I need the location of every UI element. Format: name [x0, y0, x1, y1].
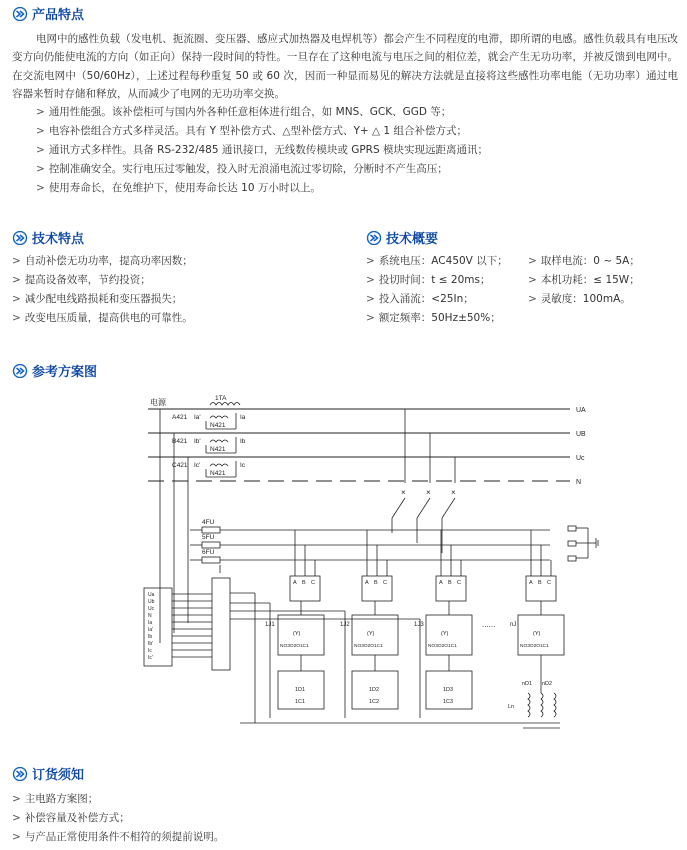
svg-text:B421: B421 — [172, 438, 188, 445]
svg-text:1J3: 1J3 — [414, 622, 424, 628]
bus-ub-label: UB — [576, 431, 586, 438]
list-item: > 与产品正常使用条件不相符的须提前说明。 — [12, 831, 225, 843]
double-chevron-icon — [12, 231, 28, 245]
svg-text:×: × — [401, 488, 406, 497]
svg-text:nJ: nJ — [510, 622, 517, 628]
svg-text:Ia': Ia' — [194, 414, 201, 421]
svg-text:1J1: 1J1 — [265, 622, 275, 628]
list-item: > 投入涌流：<25In； — [366, 293, 474, 305]
svg-text:C421: C421 — [172, 462, 188, 469]
svg-text:Ic: Ic — [240, 462, 246, 469]
svg-text:Ib': Ib' — [148, 641, 154, 647]
tech-features-list — [12, 252, 193, 328]
order-notes-list — [12, 790, 224, 847]
list-item: > 取样电流：0 ~ 5A； — [528, 255, 640, 267]
list-item: > 减少配电线路损耗和变压器损失； — [12, 293, 183, 305]
svg-text:NO3O2O1C1: NO3O2O1C1 — [428, 644, 457, 649]
svg-text:Ic: Ic — [148, 648, 152, 654]
bus-ua-label: UA — [576, 407, 586, 414]
list-item: > 灵敏度：100mA。 — [528, 293, 631, 305]
svg-text:1C3: 1C3 — [443, 699, 454, 705]
list-item: > 补偿容量及补偿方式； — [12, 812, 130, 824]
bus-uc-label: Uc — [576, 455, 585, 462]
section-title: 订货须知 — [32, 768, 85, 783]
branch-3 — [414, 530, 472, 709]
svg-text:×: × — [451, 488, 456, 497]
list-item: > 使用寿命长，在免维护下，使用寿命长达 10 万小时以上。 — [36, 182, 321, 194]
list-item: > 电容补偿组合方式多样灵活。具有 Y 型补偿方式、△型补偿方式、Y+ △ 1 组合补偿方式； — [36, 125, 467, 137]
fuses — [160, 409, 550, 643]
phase-a — [172, 413, 246, 429]
svg-text:Ia': Ia' — [148, 627, 154, 633]
svg-text:A: A — [529, 580, 533, 586]
svg-text:4FU: 4FU — [202, 519, 215, 526]
svg-text:Ic': Ic' — [148, 655, 153, 661]
list-item: > 通用性能强。该补偿柜可与国内外各种任意柜体进行组合，如 MNS、GCK、GGD 等； — [36, 106, 452, 118]
svg-text:N421: N421 — [210, 470, 226, 477]
list-item: > 投切时间：t ≤ 20ms； — [366, 274, 491, 286]
order-notes-header — [12, 764, 84, 783]
branch-2 — [340, 530, 398, 709]
controller-terminal — [144, 578, 255, 673]
reference-header — [12, 361, 97, 380]
branch-1 — [265, 530, 324, 709]
svg-text:5FU: 5FU — [202, 534, 215, 541]
svg-text:(Y): (Y) — [293, 631, 301, 637]
svg-text:C: C — [457, 580, 461, 586]
svg-text:(Y): (Y) — [367, 631, 375, 637]
list-item: > 提高设备效率，节约投资； — [12, 274, 151, 286]
list-item: > 主电路方案图； — [12, 793, 99, 805]
list-item: > 系统电压：AC450V 以下； — [366, 255, 508, 267]
svg-text:(Y): (Y) — [533, 631, 541, 637]
svg-text:NO3O2O1C1: NO3O2O1C1 — [280, 644, 309, 649]
svg-text:B: B — [374, 580, 378, 586]
list-item: > 控制准确安全。实行电压过零触发，投入时无浪涌电流过零切除，分断时不产生高压； — [36, 163, 448, 175]
double-chevron-icon — [12, 767, 28, 781]
double-chevron-icon — [12, 7, 28, 21]
svg-text:1J2: 1J2 — [340, 622, 350, 628]
list-item: > 本机功耗：≤ 15W； — [528, 274, 640, 286]
tech-overview-col2 — [528, 252, 640, 309]
wiring-diagram — [130, 383, 600, 758]
phase-b — [172, 437, 246, 453]
branch-dots: ...... — [482, 620, 496, 629]
section-title: 产品特点 — [32, 8, 85, 23]
section-title: 技术特点 — [32, 232, 85, 247]
svg-text:Ub: Ub — [148, 599, 155, 605]
ct-label: 1TA — [215, 395, 227, 402]
tech-overview-col1 — [366, 252, 508, 328]
svg-text:N421: N421 — [210, 446, 226, 453]
svg-text:N421: N421 — [210, 422, 226, 429]
svg-text:NO3O2O1C1: NO3O2O1C1 — [520, 644, 549, 649]
tech-overview-header — [366, 228, 438, 247]
svg-text:Ib: Ib — [148, 634, 153, 640]
bus-n-label: N — [576, 479, 582, 486]
double-chevron-icon — [12, 364, 28, 378]
ct-coil — [210, 403, 240, 406]
svg-text:B: B — [538, 580, 542, 586]
list-item: > 自动补偿无功功率，提高功率因数； — [12, 255, 193, 267]
svg-text:(Y): (Y) — [441, 631, 449, 637]
svg-text:C: C — [383, 580, 387, 586]
section-title: 技术概要 — [386, 232, 439, 247]
svg-text:1D2: 1D2 — [369, 687, 380, 693]
list-item: > 额定频率：50Hz±50%； — [366, 312, 501, 324]
svg-text:Ib: Ib — [240, 438, 246, 445]
svg-text:A: A — [365, 580, 369, 586]
svg-text:Ln: Ln — [508, 704, 515, 710]
svg-text:1C1: 1C1 — [295, 699, 306, 705]
svg-text:nD2: nD2 — [542, 681, 553, 687]
svg-text:6FU: 6FU — [202, 549, 215, 556]
svg-text:A421: A421 — [172, 414, 188, 421]
svg-text:C: C — [311, 580, 315, 586]
ground-symbol — [568, 526, 598, 561]
svg-text:C: C — [547, 580, 551, 586]
svg-text:B: B — [302, 580, 306, 586]
phase-c — [172, 461, 246, 477]
product-paragraph: 电网中的感性负载（发电机、扼流圈、变压器、感应式加热器及电焊机等）都会产生不同程度的电滞，即所谓的电感。感性负载具有电压改变方向仍能使电流的方向（如正向）保持一段时间的特性。一旦存在了这种电流与电压之间的相位差，就会产生无功功率，并被反馈到电网中。在交流电网中（50/60Hz），上述过程每秒重复 50 或 60 次，因而一种显而易见的解决方法就是直接将这些感性功率电能（无功功率）通过电容器来暂时存储和释放，从而减少了电网的无功功率交换。 — [12, 33, 678, 100]
svg-text:nD1: nD1 — [522, 681, 533, 687]
list-item: > 通讯方式多样性。具备 RS-232/485 通讯接口，无线数传模块或 GPRS 模块实现远距离通讯； — [36, 144, 488, 156]
svg-text:B: B — [448, 580, 452, 586]
svg-text:Ic': Ic' — [194, 462, 201, 469]
power-label: 电源 — [150, 398, 166, 407]
svg-text:A: A — [439, 580, 443, 586]
svg-text:1D1: 1D1 — [295, 687, 306, 693]
svg-text:Ia: Ia — [240, 414, 246, 421]
svg-text:×: × — [426, 488, 431, 497]
svg-text:A: A — [293, 580, 297, 586]
svg-text:NO3O2O1C1: NO3O2O1C1 — [354, 644, 383, 649]
list-item: > 改变电压质量，提高供电的可靠性。 — [12, 312, 193, 324]
svg-text:N: N — [148, 613, 152, 619]
svg-text:1D3: 1D3 — [443, 687, 454, 693]
svg-text:Ib': Ib' — [194, 438, 201, 445]
tech-features-header — [12, 228, 84, 247]
svg-text:Ia: Ia — [148, 620, 153, 626]
product-features-list — [36, 103, 488, 198]
svg-text:Ua: Ua — [148, 592, 155, 598]
svg-text:Uc: Uc — [148, 606, 155, 612]
svg-text:1C2: 1C2 — [369, 699, 380, 705]
product-features-header — [12, 4, 84, 23]
section-title: 参考方案图 — [32, 365, 98, 380]
double-chevron-icon — [366, 231, 382, 245]
